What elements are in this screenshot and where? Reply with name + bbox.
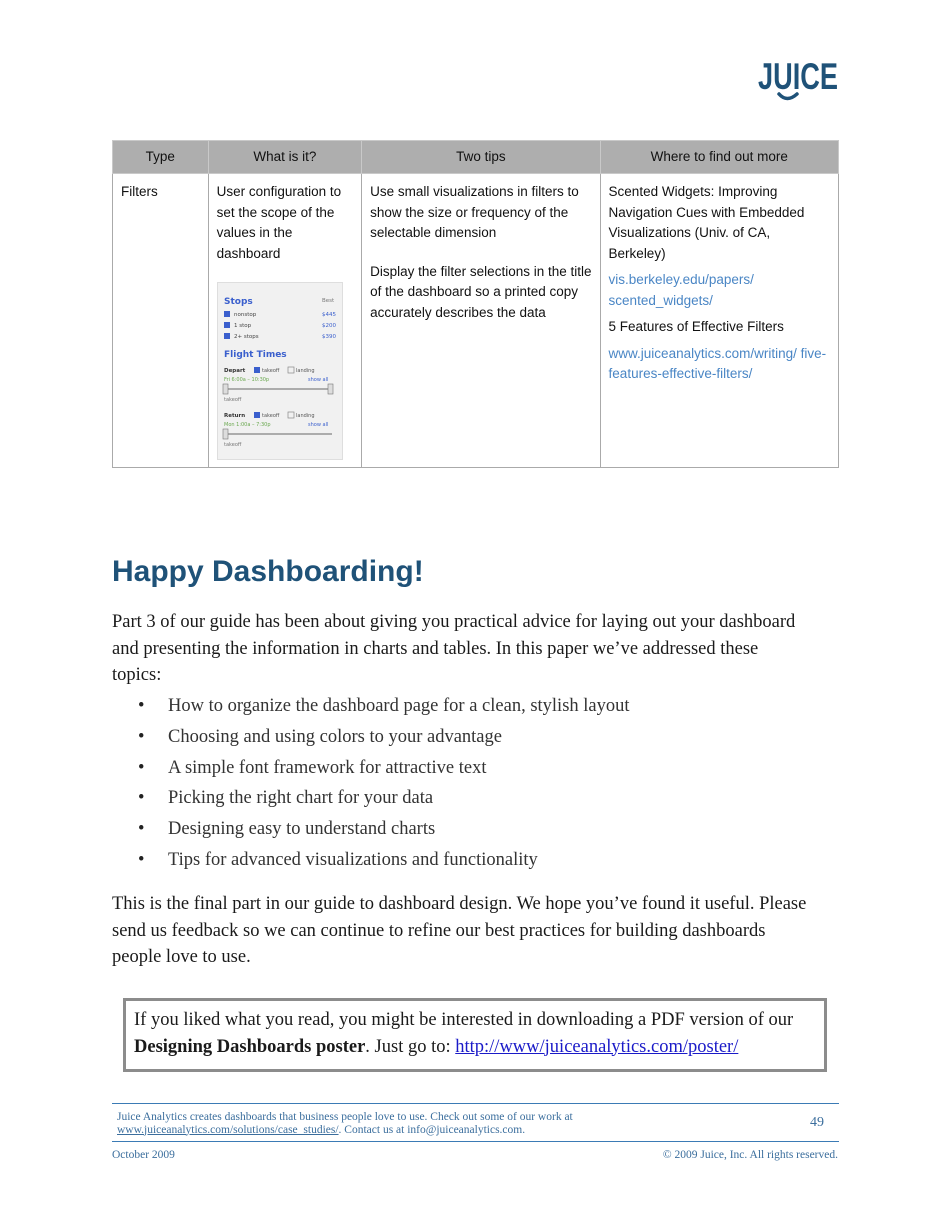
intro-paragraph: Part 3 of our guide has been about giving you practical advice for laying out your dashboard and presenting the information in charts and tables. In this paper we’ve addressed these topics: [112,612,796,685]
return-opt2: landing [295,413,315,419]
tip-1: Use small visualizations in filters to show the size or frequency of the selectable dimension [370,184,579,240]
footer-date: October 2009 [112,1149,175,1161]
header-type: Type [113,141,209,174]
table-header-row [113,141,839,174]
slider-handle-icon [328,384,333,394]
page-number: 49 [810,1115,824,1130]
stop-label-1: nonstop [233,312,256,318]
footer-line-2 [117,1124,777,1137]
list-item: • Choosing and using colors to your advantage [138,724,630,755]
poster-callout [123,998,827,1072]
checkbox-icon [254,412,260,418]
case-studies-link[interactable]: www.juiceanalytics.com/solutions/case_studies/ [117,1123,339,1136]
callout-pre: If you liked what you read, you might be interested in downloading a PDF version of our [134,1010,794,1030]
cell-more [600,174,838,468]
topics-list [138,693,630,878]
header-tips: Two tips [362,141,600,174]
checkbox-icon [224,333,230,339]
callout-mid: . Just go to: [365,1036,456,1057]
list-item: • Tips for advanced visualizations and functionality [138,847,630,878]
list-item: • How to organize the dashboard page for a clean, stylish layout [138,693,630,724]
footer-copyright: © 2009 Juice, Inc. All rights reserved. [662,1149,838,1161]
stop-label-2: 1 stop [233,323,251,329]
checkbox-icon [254,367,260,373]
cell-what [208,174,362,468]
footer-top-rule [112,1103,839,1104]
depart-label: Depart [223,368,245,374]
list-item: • Picking the right chart for your data [138,785,630,816]
stops-title: Stops [223,297,253,307]
stops-best: Best [321,298,334,304]
return-foot: takeoff [223,442,241,448]
depart-foot: takeoff [223,397,241,403]
more-1-title: Scented Widgets: Improving Navigation Cues with Embedded Visualizations (Univ. of CA, Berkeley) [608,184,805,261]
return-opt1: takeoff [261,413,279,419]
stop-price-1: $445 [321,312,336,318]
berkeley-link[interactable]: vis.berkeley.edu/papers/ scented_widgets/ [608,272,754,308]
cell-type [113,174,209,468]
header-more: Where to find out more [600,141,838,174]
slider-handle-icon [223,429,228,439]
stop-price-3: $390 [321,334,336,340]
closing-paragraph: This is the final part in our guide to dashboard design. We hope you’ve found it useful. Please send us feedback so we can continue to refine our best practices for building dashboards people love to use. [112,894,807,967]
checkbox-icon [288,367,294,373]
footer-contact: . Contact us at info@juiceanalytics.com. [338,1123,526,1136]
list-item: • Designing easy to understand charts [138,816,630,847]
what-text: User configuration to set the scope of the values in the dashboard [216,184,342,261]
checkbox-icon [224,322,230,328]
filter-widget-thumbnail [217,282,343,460]
stop-label-3: 2+ stops [233,334,259,340]
return-range: Mon 1:00a – 7:30p [223,422,271,428]
depart-opt2: landing [295,368,315,374]
list-item: • A simple font framework for attractive text [138,755,630,786]
slider-handle-icon [223,384,228,394]
stop-price-2: $200 [321,323,336,329]
poster-link[interactable]: http://www/juiceanalytics.com/poster/ [455,1036,739,1057]
footer-blurb [117,1111,777,1136]
depart-opt1: takeoff [261,368,279,374]
page-title: Happy Dashboarding! [112,555,424,588]
filters-table [112,140,839,468]
header-what: What is it? [208,141,362,174]
return-label: Return [223,413,245,419]
type-text: Filters [121,184,158,199]
more-2-title: 5 Features of Effective Filters [608,319,784,334]
table-row [113,174,839,468]
juice-filters-link[interactable]: www.juiceanalytics.com/writing/ five-features-effective-filters/ [608,345,827,381]
juice-logo [757,52,839,104]
footer-line-1: Juice Analytics creates dashboards that business people love to use. Check out some of our work at [117,1111,573,1123]
logo-text: JUICE [758,56,838,97]
depart-show: show all [307,377,328,383]
callout-bold: Designing Dashboards poster [134,1036,366,1057]
checkbox-icon [288,412,294,418]
tip-2: Display the filter selections in the title of the dashboard so a printed copy accurately describes the data [370,263,592,320]
return-show: show all [307,422,328,428]
checkbox-icon [224,311,230,317]
depart-range: Fri 6:00a – 10:30p [223,377,269,383]
cell-tips [362,174,600,468]
flight-times-title: Flight Times [223,350,287,360]
footer-bottom-rule [112,1141,839,1142]
